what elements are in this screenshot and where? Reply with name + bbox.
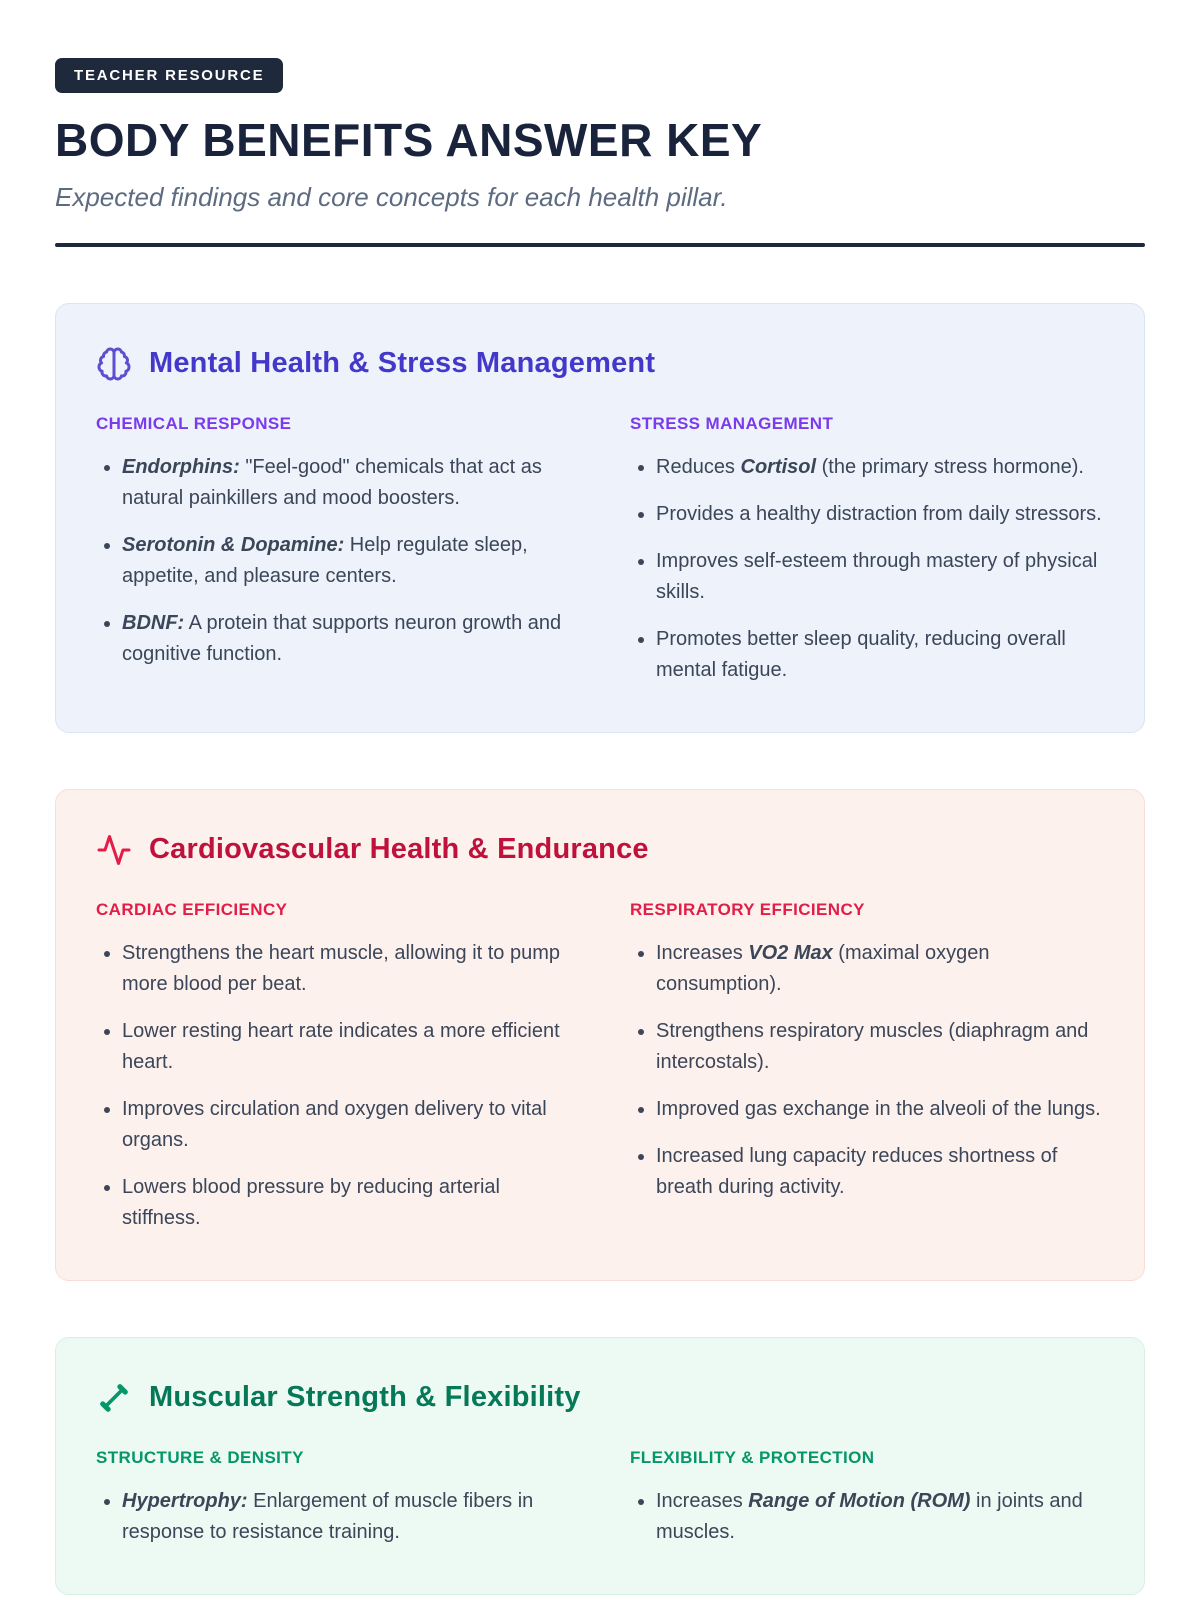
section-card-muscular bbox=[55, 1337, 1145, 1595]
dumbbell-icon bbox=[96, 1380, 132, 1416]
item-pre: Improves self-esteem through mastery of physical skills. bbox=[656, 549, 1098, 603]
item-pre: Strengthens the heart muscle, allowing it to pump more blood per beat. bbox=[122, 941, 561, 995]
item-pre: Lower resting heart rate indicates a more efficient heart. bbox=[122, 1019, 560, 1073]
brain-icon bbox=[96, 346, 132, 382]
section-title: Mental Health & Stress Management bbox=[149, 347, 656, 380]
section-header bbox=[96, 346, 1104, 382]
list-item bbox=[656, 1141, 1104, 1203]
item-post: (maximal oxygen consumption). bbox=[656, 941, 990, 995]
list-item bbox=[122, 1172, 570, 1234]
list-item bbox=[656, 1094, 1104, 1125]
bullet-list bbox=[630, 452, 1104, 686]
section-card-cardiovascular bbox=[55, 789, 1145, 1281]
item-pre: Increased lung capacity reduces shortness of breath during activity. bbox=[656, 1144, 1058, 1198]
list-item bbox=[122, 938, 570, 1000]
item-term: Range of Motion (ROM) bbox=[748, 1489, 971, 1512]
column-flexibility-protection bbox=[630, 1448, 1104, 1564]
item-term: Hypertrophy: bbox=[122, 1489, 248, 1512]
section-columns bbox=[96, 1448, 1104, 1564]
item-post: Help regulate sleep, appetite, and pleasure centers. bbox=[122, 533, 528, 587]
list-item bbox=[656, 546, 1104, 608]
bullet-list bbox=[96, 452, 570, 670]
item-post: in joints and muscles. bbox=[656, 1489, 1083, 1543]
column-heading: RESPIRATORY EFFICIENCY bbox=[630, 899, 865, 919]
bullet-list bbox=[96, 938, 570, 1234]
item-term: Endorphins: bbox=[122, 455, 240, 478]
list-item bbox=[122, 1016, 570, 1078]
list-item bbox=[656, 938, 1104, 1000]
bullet-list bbox=[96, 1486, 570, 1548]
list-item bbox=[656, 1486, 1104, 1548]
list-item bbox=[122, 452, 570, 514]
column-respiratory-efficiency bbox=[630, 900, 1104, 1250]
item-pre: Improved gas exchange in the alveoli of the lungs. bbox=[656, 1097, 1101, 1120]
section-title: Cardiovascular Health & Endurance bbox=[149, 833, 649, 866]
list-item bbox=[656, 624, 1104, 686]
item-pre: Lowers blood pressure by reducing arterial stiffness. bbox=[122, 1175, 500, 1229]
section-columns bbox=[96, 414, 1104, 702]
item-pre: Increases bbox=[656, 941, 749, 964]
item-post: (the primary stress hormone). bbox=[816, 455, 1084, 478]
list-item bbox=[122, 530, 570, 592]
bullet-list bbox=[630, 938, 1104, 1203]
column-heading: CHEMICAL RESPONSE bbox=[96, 413, 292, 433]
item-post: A protein that supports neuron growth and cognitive function. bbox=[122, 611, 562, 665]
column-heading: STRESS MANAGEMENT bbox=[630, 413, 834, 433]
section-header bbox=[96, 1380, 1104, 1416]
item-pre: Provides a healthy distraction from daily stressors. bbox=[656, 502, 1102, 525]
column-cardiac-efficiency bbox=[96, 900, 570, 1250]
column-stress-management bbox=[630, 414, 1104, 702]
page-title: BODY BENEFITS ANSWER KEY bbox=[55, 114, 763, 166]
item-pre: Strengthens respiratory muscles (diaphragm and intercostals). bbox=[656, 1019, 1089, 1073]
item-term: Cortisol bbox=[740, 455, 817, 478]
item-post: "Feel-good" chemicals that act as natural painkillers and mood boosters. bbox=[122, 455, 542, 509]
item-pre: Reduces bbox=[656, 455, 741, 478]
section-card-mental-health bbox=[55, 303, 1145, 733]
list-item bbox=[656, 452, 1104, 483]
column-heading: FLEXIBILITY & PROTECTION bbox=[630, 1447, 875, 1467]
list-item bbox=[122, 1486, 570, 1548]
item-pre: Promotes better sleep quality, reducing overall mental fatigue. bbox=[656, 627, 1066, 681]
bullet-list bbox=[630, 1486, 1104, 1548]
list-item bbox=[656, 1016, 1104, 1078]
list-item bbox=[122, 1094, 570, 1156]
page-subtitle: Expected findings and core concepts for each health pillar. bbox=[55, 181, 728, 212]
item-post: Enlargement of muscle fibers in response to resistance training. bbox=[122, 1489, 534, 1543]
pulse-icon bbox=[96, 832, 132, 868]
column-heading: CARDIAC EFFICIENCY bbox=[96, 899, 288, 919]
teacher-resource-badge: TEACHER RESOURCE bbox=[55, 58, 283, 93]
item-pre: Increases bbox=[656, 1489, 749, 1512]
column-structure-density bbox=[96, 1448, 570, 1564]
column-chemical-response bbox=[96, 414, 570, 702]
list-item bbox=[656, 499, 1104, 530]
column-heading: STRUCTURE & DENSITY bbox=[96, 1447, 304, 1467]
item-term: VO2 Max bbox=[748, 941, 833, 964]
item-term: Serotonin & Dopamine: bbox=[122, 533, 345, 556]
list-item bbox=[122, 608, 570, 670]
section-title: Muscular Strength & Flexibility bbox=[149, 1381, 581, 1414]
item-pre: Improves circulation and oxygen delivery to vital organs. bbox=[122, 1097, 547, 1151]
header-divider bbox=[55, 243, 1145, 247]
section-columns bbox=[96, 900, 1104, 1250]
section-header bbox=[96, 832, 1104, 868]
item-term: BDNF: bbox=[122, 611, 185, 634]
